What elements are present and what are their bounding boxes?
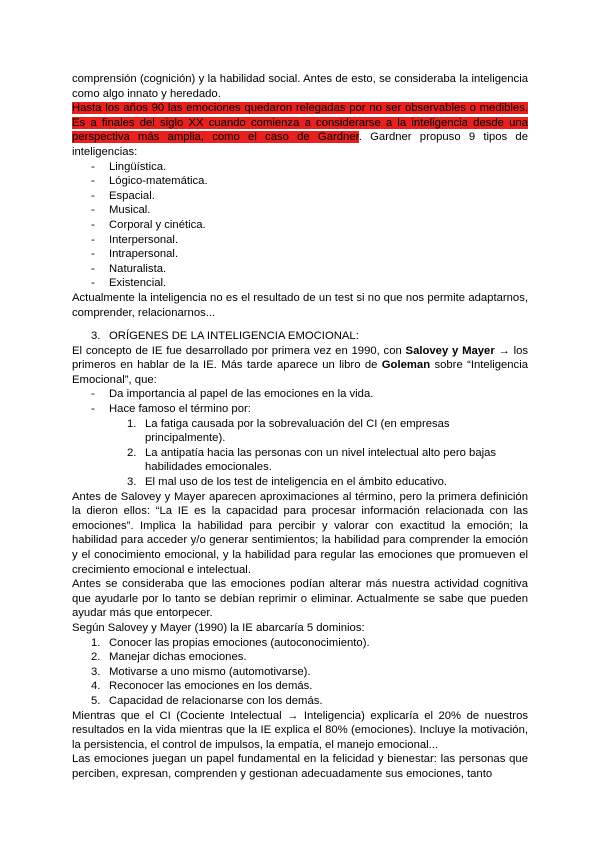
list-item: - Interpersonal. (72, 233, 528, 248)
reasons-list (72, 417, 528, 490)
bold-text: Salovey y Mayer (405, 344, 495, 357)
list-item: - Espacial. (72, 189, 528, 204)
list-number: 2. (91, 651, 101, 664)
bold-text: Goleman (381, 359, 431, 372)
paragraph-intro: comprensión (cognición) y la habilidad social. Antes de esto, se consideraba la inteligencia como algo innato y heredado. (72, 73, 528, 100)
list-text: El mal uso de los test de inteligencia en el ámbito educativo. (145, 476, 448, 489)
section-heading (72, 329, 528, 344)
paragraph-concept (72, 344, 528, 388)
paragraph-wellbeing: Las emociones juegan un papel fundamental en la felicidad y bienestar: las personas que perciben, expresan, comprenden y gestionan adecuadamente sus emociones, tanto (72, 753, 528, 780)
list-item: - Naturalista. (72, 262, 528, 277)
section-number: 3. (91, 330, 101, 343)
list-text: La fatiga causada por la sobrevaluación del CI (en empresas principalmente). (145, 417, 450, 445)
highlighted-text: Hasta los años 90 las emociones quedaron relegadas por no ser observables o medibles. Es a finales del siglo XX cuando comienza a considerarse a la inteligencia desde una perspectiva más amplia, como el caso de Gardner (72, 102, 528, 144)
list-item (72, 679, 528, 694)
paragraph-gardner-rest: . Gardner propuso 9 tipos de inteligencias: (72, 131, 528, 158)
list-item (72, 446, 528, 475)
list-number: 3. (127, 476, 137, 489)
list-item (72, 417, 528, 446)
intelligences-list (72, 160, 528, 291)
list-item: - Da importancia al papel de las emociones en la vida. (72, 387, 528, 402)
list-text: Reconocer las emociones en los demás. (109, 680, 313, 693)
document-page (72, 72, 528, 782)
list-number: 1. (91, 636, 101, 649)
list-number: 1. (127, 417, 137, 430)
text-run: → los primeros en hablar de la IE. Más tarde aparece un libro de (72, 344, 529, 372)
paragraph-emotions-before: Antes se consideraba que las emociones podían alterar más nuestra actividad cognitiva que ayudarle por lo tanto se debían reprimir o eliminar. Actualmente se sabe que pueden ayudar más que entorpecer. (72, 578, 528, 620)
list-item: - Hace famoso el término por: (72, 402, 528, 417)
list-item (72, 650, 528, 665)
list-number: 3. (91, 665, 101, 678)
list-number: 2. (127, 446, 137, 459)
goleman-list (72, 387, 528, 416)
domains-list (72, 636, 528, 709)
paragraph-definition: Antes de Salovey y Mayer aparecen aproximaciones al término, pero la primera definición la dieron ellos: “La IE es la capacidad para procesar información relacionada con las emociones”. Implica la habilidad para percibir y valorar con exactitud la emoción; la habilidad para acceder y/o generar sentimientos; la habilidad para comprender la emoción y el conocimiento emocional, y la habilidad para regular las emociones que promueven el crecimiento emocional e intelectual. (72, 490, 528, 576)
list-text: Capacidad de relacionarse con los demás. (109, 694, 323, 707)
list-item (72, 636, 528, 651)
list-item: - Lingüística. (72, 160, 528, 175)
list-item: - Intrapersonal. (72, 247, 528, 262)
list-item (72, 475, 528, 490)
paragraph-actualmente: Actualmente la inteligencia no es el resultado de un test si no que nos permite adaptarnos, comprender, relacionarnos... (72, 291, 528, 319)
section-title: ORÍGENES DE LA INTELIGENCIA EMOCIONAL: (109, 330, 359, 343)
paragraph-ci-ie: Mientras que el CI (Cociente Intelectual → Inteligencia) explicaría el 20% de nuestros resultados en la vida mientras que la IE explica el 80% (emociones). Incluye la motivación, la persistencia, el control de impulsos, la empatía, el manejo emocional... (72, 709, 528, 751)
list-item: - Lógico-matemática. (72, 174, 528, 189)
paragraph-gardner (72, 101, 528, 159)
list-text: Manejar dichas emociones. (109, 651, 247, 664)
list-item: - Corporal y cinética. (72, 218, 528, 233)
list-item (72, 665, 528, 680)
list-number: 5. (91, 694, 101, 707)
list-item (72, 694, 528, 709)
list-item: - Musical. (72, 203, 528, 218)
list-number: 4. (91, 680, 101, 693)
text-run: El concepto de IE fue desarrollado por primera vez en 1990, con (72, 344, 406, 357)
text-run: sobre “Inteligencia Emocional”, que: (72, 359, 528, 386)
paragraph-domains-intro: Según Salovey y Mayer (1990) la IE abarcaría 5 dominios: (72, 621, 365, 634)
list-text: Motivarse a uno mismo (automotivarse). (109, 665, 311, 678)
list-item: - Existencial. (72, 276, 528, 291)
list-text: Conocer las propias emociones (autoconocimiento). (109, 636, 370, 649)
list-text: La antipatía hacia las personas con un nivel intelectual alto pero bajas habilidades emocionales. (145, 446, 497, 474)
